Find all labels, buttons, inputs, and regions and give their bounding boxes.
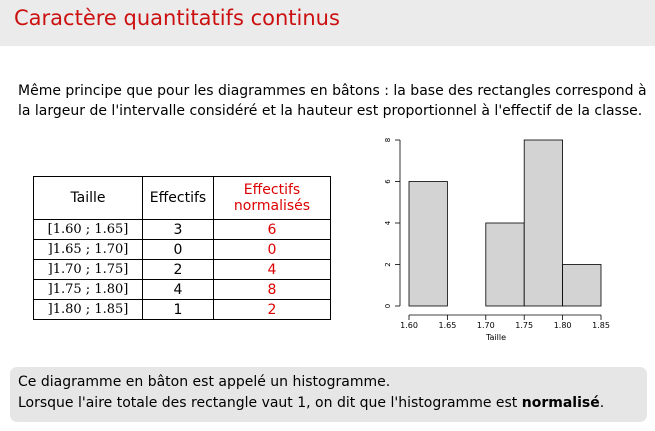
x-axis [400,315,610,330]
histogram-bar [563,265,601,307]
cell-effectif: 1 [143,300,214,320]
table-row [34,260,331,280]
table-row [34,300,331,320]
cell-interval: ]1.80 ; 1.85] [34,300,143,320]
x-tick-label: 1.75 [515,321,534,330]
header-normalises-line2: normalisés [233,198,311,214]
x-tick-label: 1.80 [553,321,572,330]
x-tick-label: 1.70 [476,321,495,330]
summary-line-2 [18,395,604,411]
summary-bold-term: normalisé [521,395,600,411]
x-axis-label: Taille [485,333,507,342]
intro-paragraph: Même principe que pour les diagrammes en bâtons : la base des rectangles correspond à la largeur de l'intervalle considéré et la hauteur est proportionnel à l'effectif de la classe. [18,83,647,119]
cell-normalise: 0 [214,240,331,260]
cell-interval: [1.60 ; 1.65] [34,220,143,240]
summary-line-2-suffix: . [599,395,605,411]
cell-normalise: 8 [214,280,331,300]
x-tick-label: 1.85 [592,321,610,330]
cell-normalise: 6 [214,220,331,240]
header-normalises-line1: Effectifs [243,182,301,198]
histogram-bar [409,182,447,307]
cell-interval: ]1.75 ; 1.80] [34,280,143,300]
summary-box [10,367,647,422]
x-tick-label: 1.65 [438,321,457,330]
table-body [34,220,331,320]
y-tick-label: 4 [384,220,392,226]
cell-normalise: 4 [214,260,331,280]
y-tick-label: 6 [384,179,392,184]
header-effectifs-normalises [214,177,331,220]
cell-effectif: 2 [143,260,214,280]
cell-effectif: 3 [143,220,214,240]
y-tick-label: 8 [384,137,392,143]
histogram-bar [524,140,562,306]
y-axis [384,138,400,308]
histogram-bars [409,140,601,306]
cell-interval: ]1.70 ; 1.75] [34,260,143,280]
table-row [34,280,331,300]
cell-effectif: 0 [143,240,214,260]
summary-line-2-prefix: Lorsque l'aire totale des rectangle vaut 1, on dit que l'histogramme est [18,395,522,411]
header-taille: Taille [34,177,143,220]
frequency-table [33,176,331,320]
table-row [34,240,331,260]
y-tick-label: 0 [384,303,392,309]
x-tick-label: 1.60 [400,321,418,330]
y-tick-label: 2 [384,262,392,267]
table-row [34,220,331,240]
cell-normalise: 2 [214,300,331,320]
table-header-row [34,177,331,220]
cell-effectif: 4 [143,280,214,300]
title-bar [0,0,655,46]
histogram-chart [372,128,652,346]
summary-line-1: Ce diagramme en bâton est appelé un histogramme. [18,374,391,390]
histogram-bar [486,223,524,306]
slide-title: Caractère quantitatifs continus [14,6,340,30]
cell-interval: ]1.65 ; 1.70] [34,240,143,260]
header-effectifs: Effectifs [143,177,214,220]
